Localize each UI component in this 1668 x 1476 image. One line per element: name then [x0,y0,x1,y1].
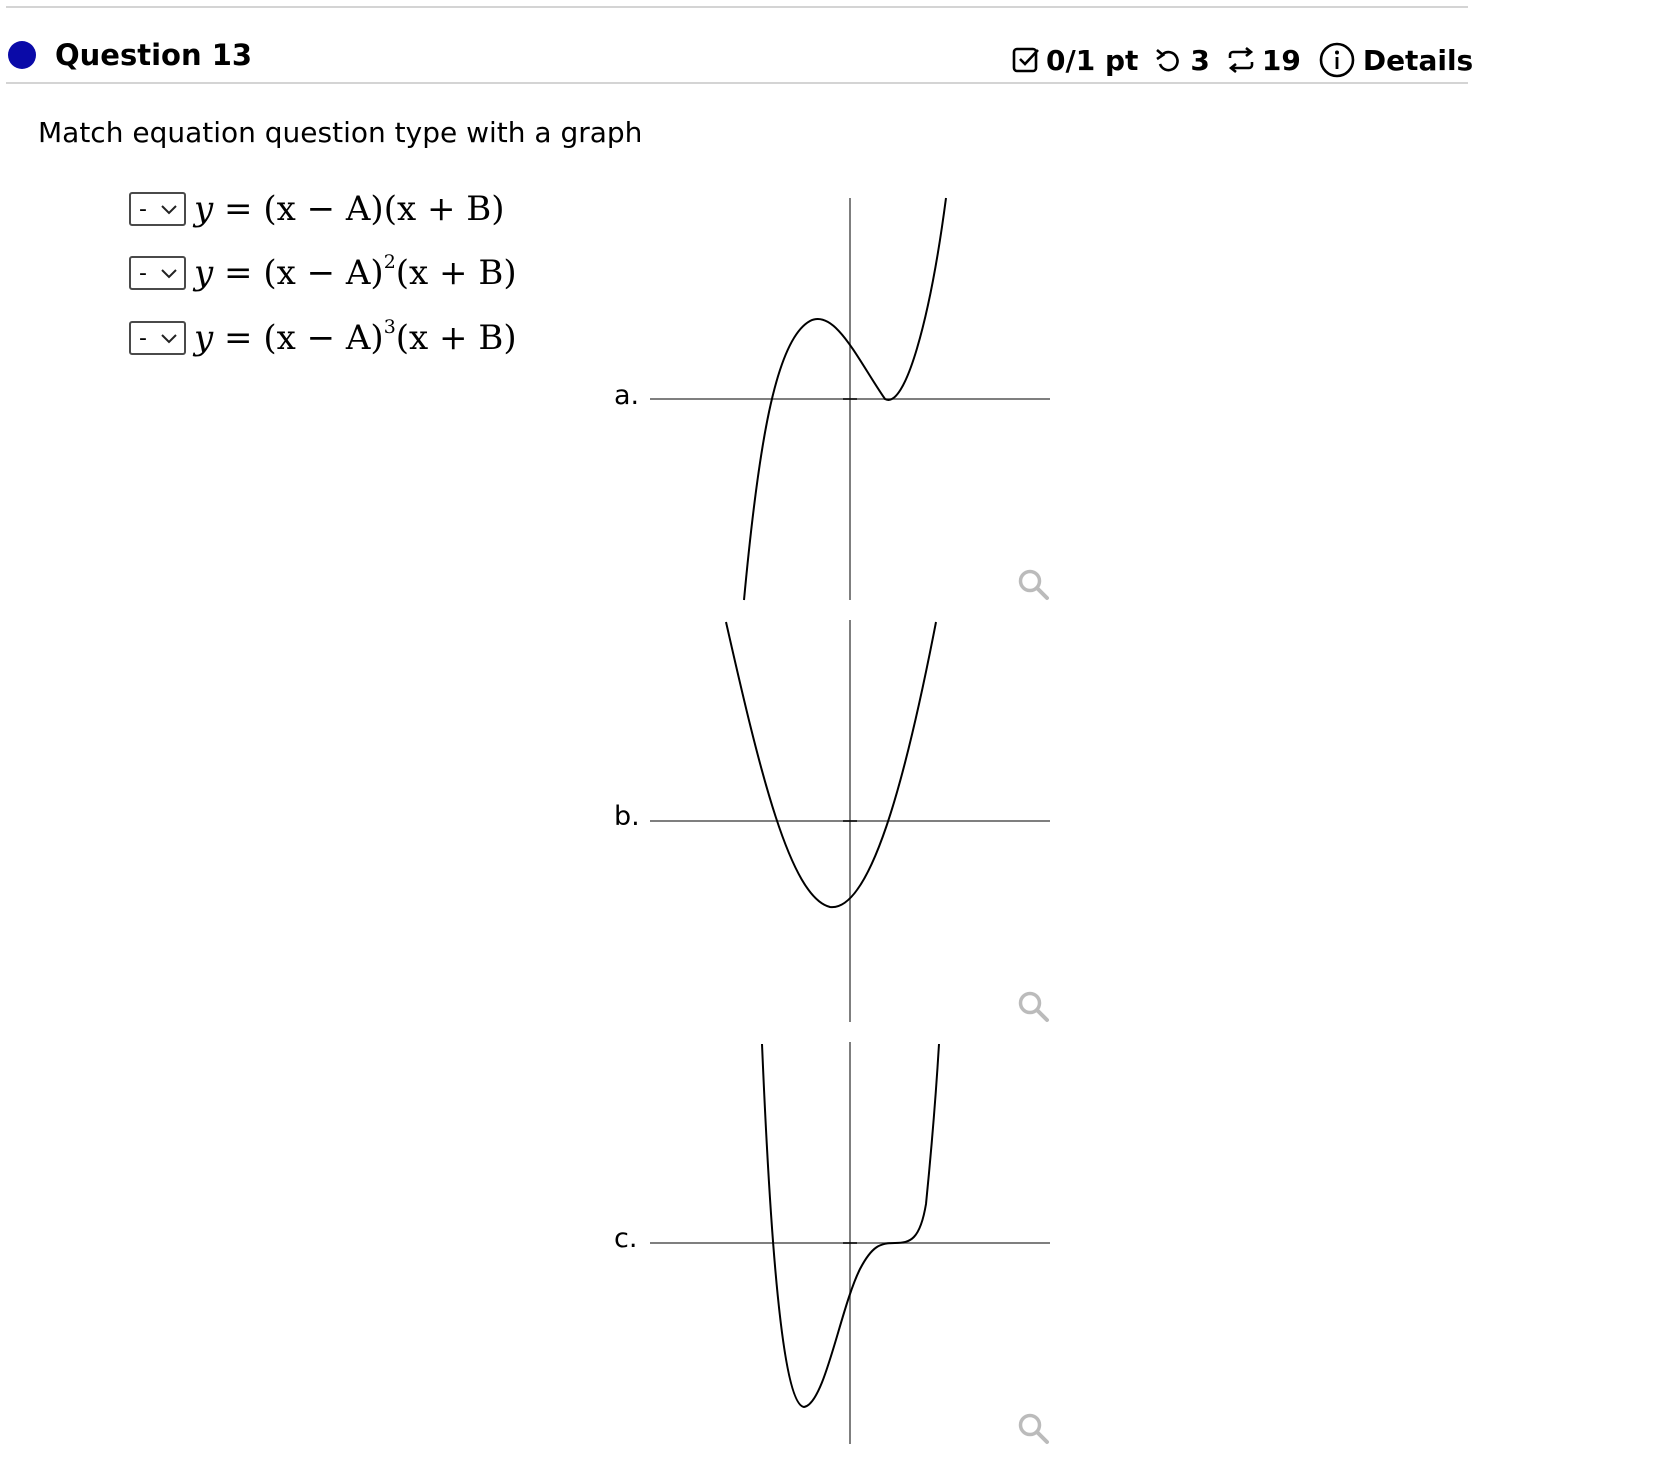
submissions-icon [1226,46,1256,74]
score-text: 0/1 pt [1046,43,1139,77]
answer-dropdown-2[interactable] [129,256,186,290]
equation-text-1: y = (x − A)(x + B) [194,189,505,229]
retry-icon [1154,46,1182,74]
equation-exponent: 2 [383,250,396,273]
submissions-count: 19 [1261,43,1301,77]
answer-dropdown-3[interactable] [129,321,186,355]
equation-lhs: y [194,189,214,229]
question-status-dot [8,41,36,69]
retries-group [1154,44,1209,77]
equation-row-2 [129,250,517,293]
header-top-divider [6,6,1468,8]
header-bottom-divider [6,82,1468,84]
submissions-group [1226,44,1301,77]
equation-factor-2: (x + B) [395,318,517,358]
chevron-down-icon [160,197,178,222]
curve-b [726,622,936,907]
score-group [1012,44,1138,77]
zoom-icon[interactable] [1016,989,1052,1025]
equation-factor-2: (x + B) [383,189,505,229]
question-title: Question 13 [55,38,253,72]
equation-factor-2: (x + B) [395,253,517,293]
details-label: Details [1362,43,1474,77]
graph-c[interactable] [640,1034,1060,1454]
question-prompt: Match equation question type with a graph [38,116,643,149]
equation-lhs: y [194,318,214,358]
equation-exponent: 3 [383,315,396,338]
graph-b[interactable] [640,612,1060,1032]
graph-a[interactable] [640,190,1060,610]
info-icon [1319,42,1355,78]
graph-label-c: c. [614,1223,638,1254]
graph-label-a: a. [614,380,640,411]
equation-factor-1: (x − A) [263,318,384,358]
equation-factor-1: (x − A) [263,253,384,293]
question-meta [1012,42,1473,78]
graph-label-b: b. [614,801,640,832]
dropdown-value: - [139,260,147,286]
equation-row-1 [129,189,505,229]
question-header [0,10,1474,84]
retries-count: 3 [1190,43,1210,77]
equation-text-3: $y = (x - A)^3(x + B)$ [194,315,517,358]
equation-row-3 [129,315,517,358]
chevron-down-icon [160,326,178,351]
equation-lhs: y [194,253,214,293]
dropdown-value: - [139,325,147,351]
details-button[interactable] [1319,42,1473,78]
equation-factor-1: (x − A) [263,189,384,229]
zoom-icon[interactable] [1016,567,1052,603]
equation-text-2: $y = (x - A)^2(x + B)$ [194,250,517,293]
dropdown-value: - [139,196,147,222]
chevron-down-icon [160,261,178,286]
checkbox-icon [1012,46,1040,74]
zoom-icon[interactable] [1016,1411,1052,1447]
answer-dropdown-1[interactable] [129,192,186,226]
